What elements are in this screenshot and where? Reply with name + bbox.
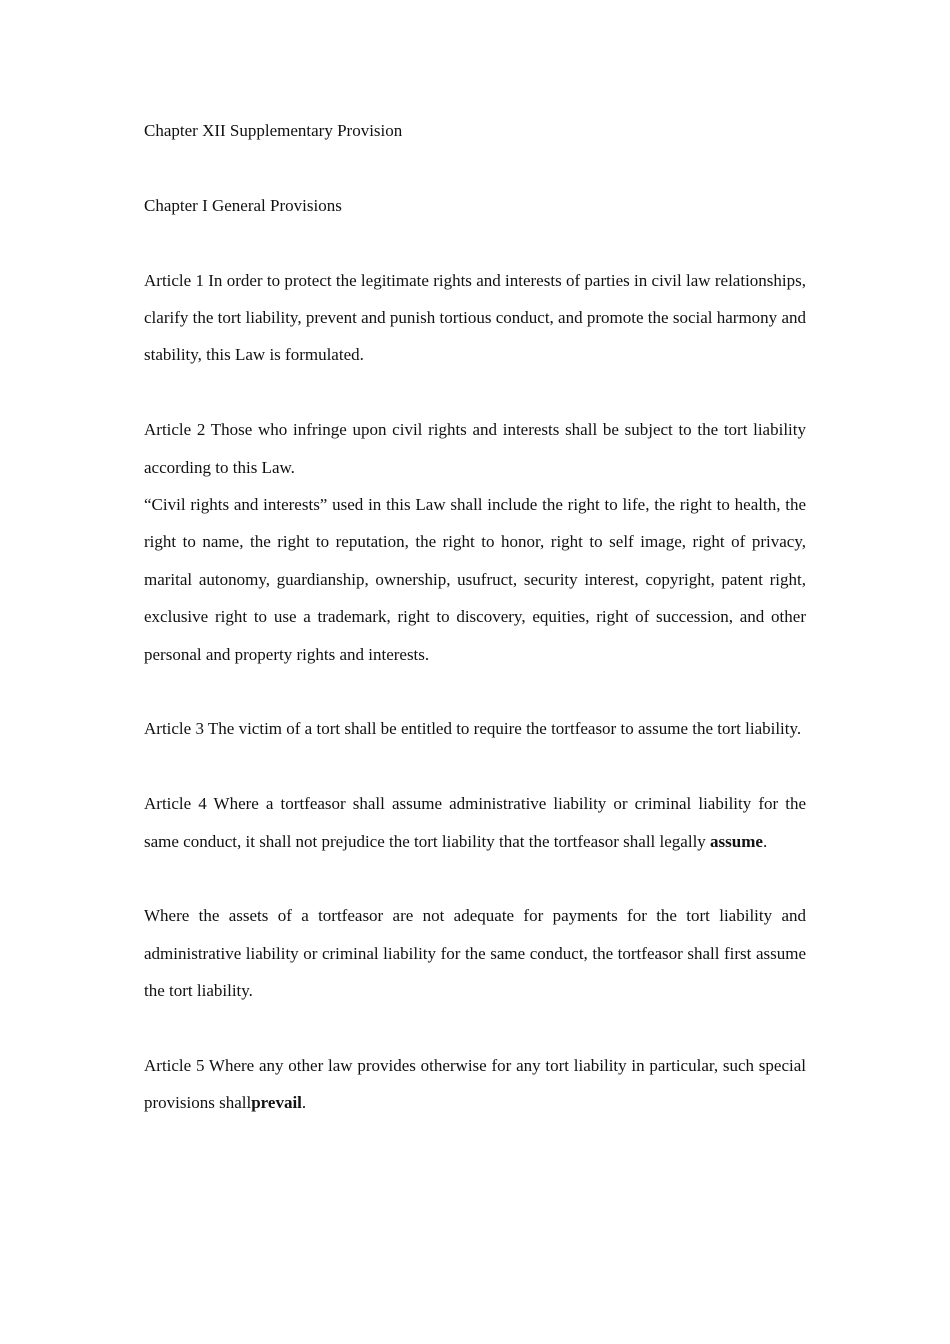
article-5-period: .: [301, 1093, 307, 1113]
article-4-paragraph-1: [144, 785, 806, 860]
spacer: [144, 860, 806, 897]
article-5-text: Article 5 Where any other law provides otherwise for any tort liability in particular, such special provisions shall: [144, 1056, 806, 1113]
spacer: [144, 224, 806, 261]
article-3: Article 3 The victim of a tort shall be entitled to require the tortfeasor to assume the tort liability.: [144, 719, 802, 739]
article-4-paragraph-2: Where the assets of a tortfeasor are not adequate for payments for the tort liability and administrative liability or criminal liability for the same conduct, the tortfeasor shall first assume the tort liability.: [144, 906, 806, 1001]
article-5-bold-word: prevail: [251, 1093, 302, 1113]
article-4-text: Article 4 Where a tortfeasor shall assume administrative liability or criminal liability for the same conduct, it shall not prejudice the tort liability that the tortfeasor shall legally: [144, 794, 806, 851]
spacer: [144, 1010, 806, 1047]
chapter-xii-heading: Chapter XII Supplementary Provision: [144, 121, 403, 140]
article-1: Article 1 In order to protect the legitimate rights and interests of parties in civil law relationships, clarify the tort liability, prevent and punish tortious conduct, and promote the social harmony and stability, this Law is formulated.: [144, 270, 806, 365]
article-4-period: .: [762, 831, 768, 851]
spacer: [144, 673, 806, 710]
chapter-i-heading: Chapter I General Provisions: [144, 195, 342, 215]
spacer: [144, 748, 806, 785]
article-5: [144, 1047, 806, 1122]
article-4-bold-word: assume: [710, 831, 763, 851]
article-2-paragraph-1: Article 2 Those who infringe upon civil rights and interests shall be subject to the tort liability according to this Law.: [144, 420, 806, 477]
document-page: [144, 112, 806, 1122]
spacer: [144, 149, 806, 186]
spacer: [144, 374, 806, 411]
article-2-paragraph-2: “Civil rights and interests” used in this Law shall include the right to life, the right to health, the right to name, the right to reputation, the right to honor, right to self image, right of privacy, marital autonomy, guardianship, ownership, usufruct, security interest, copyright, patent right, exclusive right to use a trademark, right to discovery, equities, right of succession, and other personal and property rights and interests.: [144, 495, 806, 664]
